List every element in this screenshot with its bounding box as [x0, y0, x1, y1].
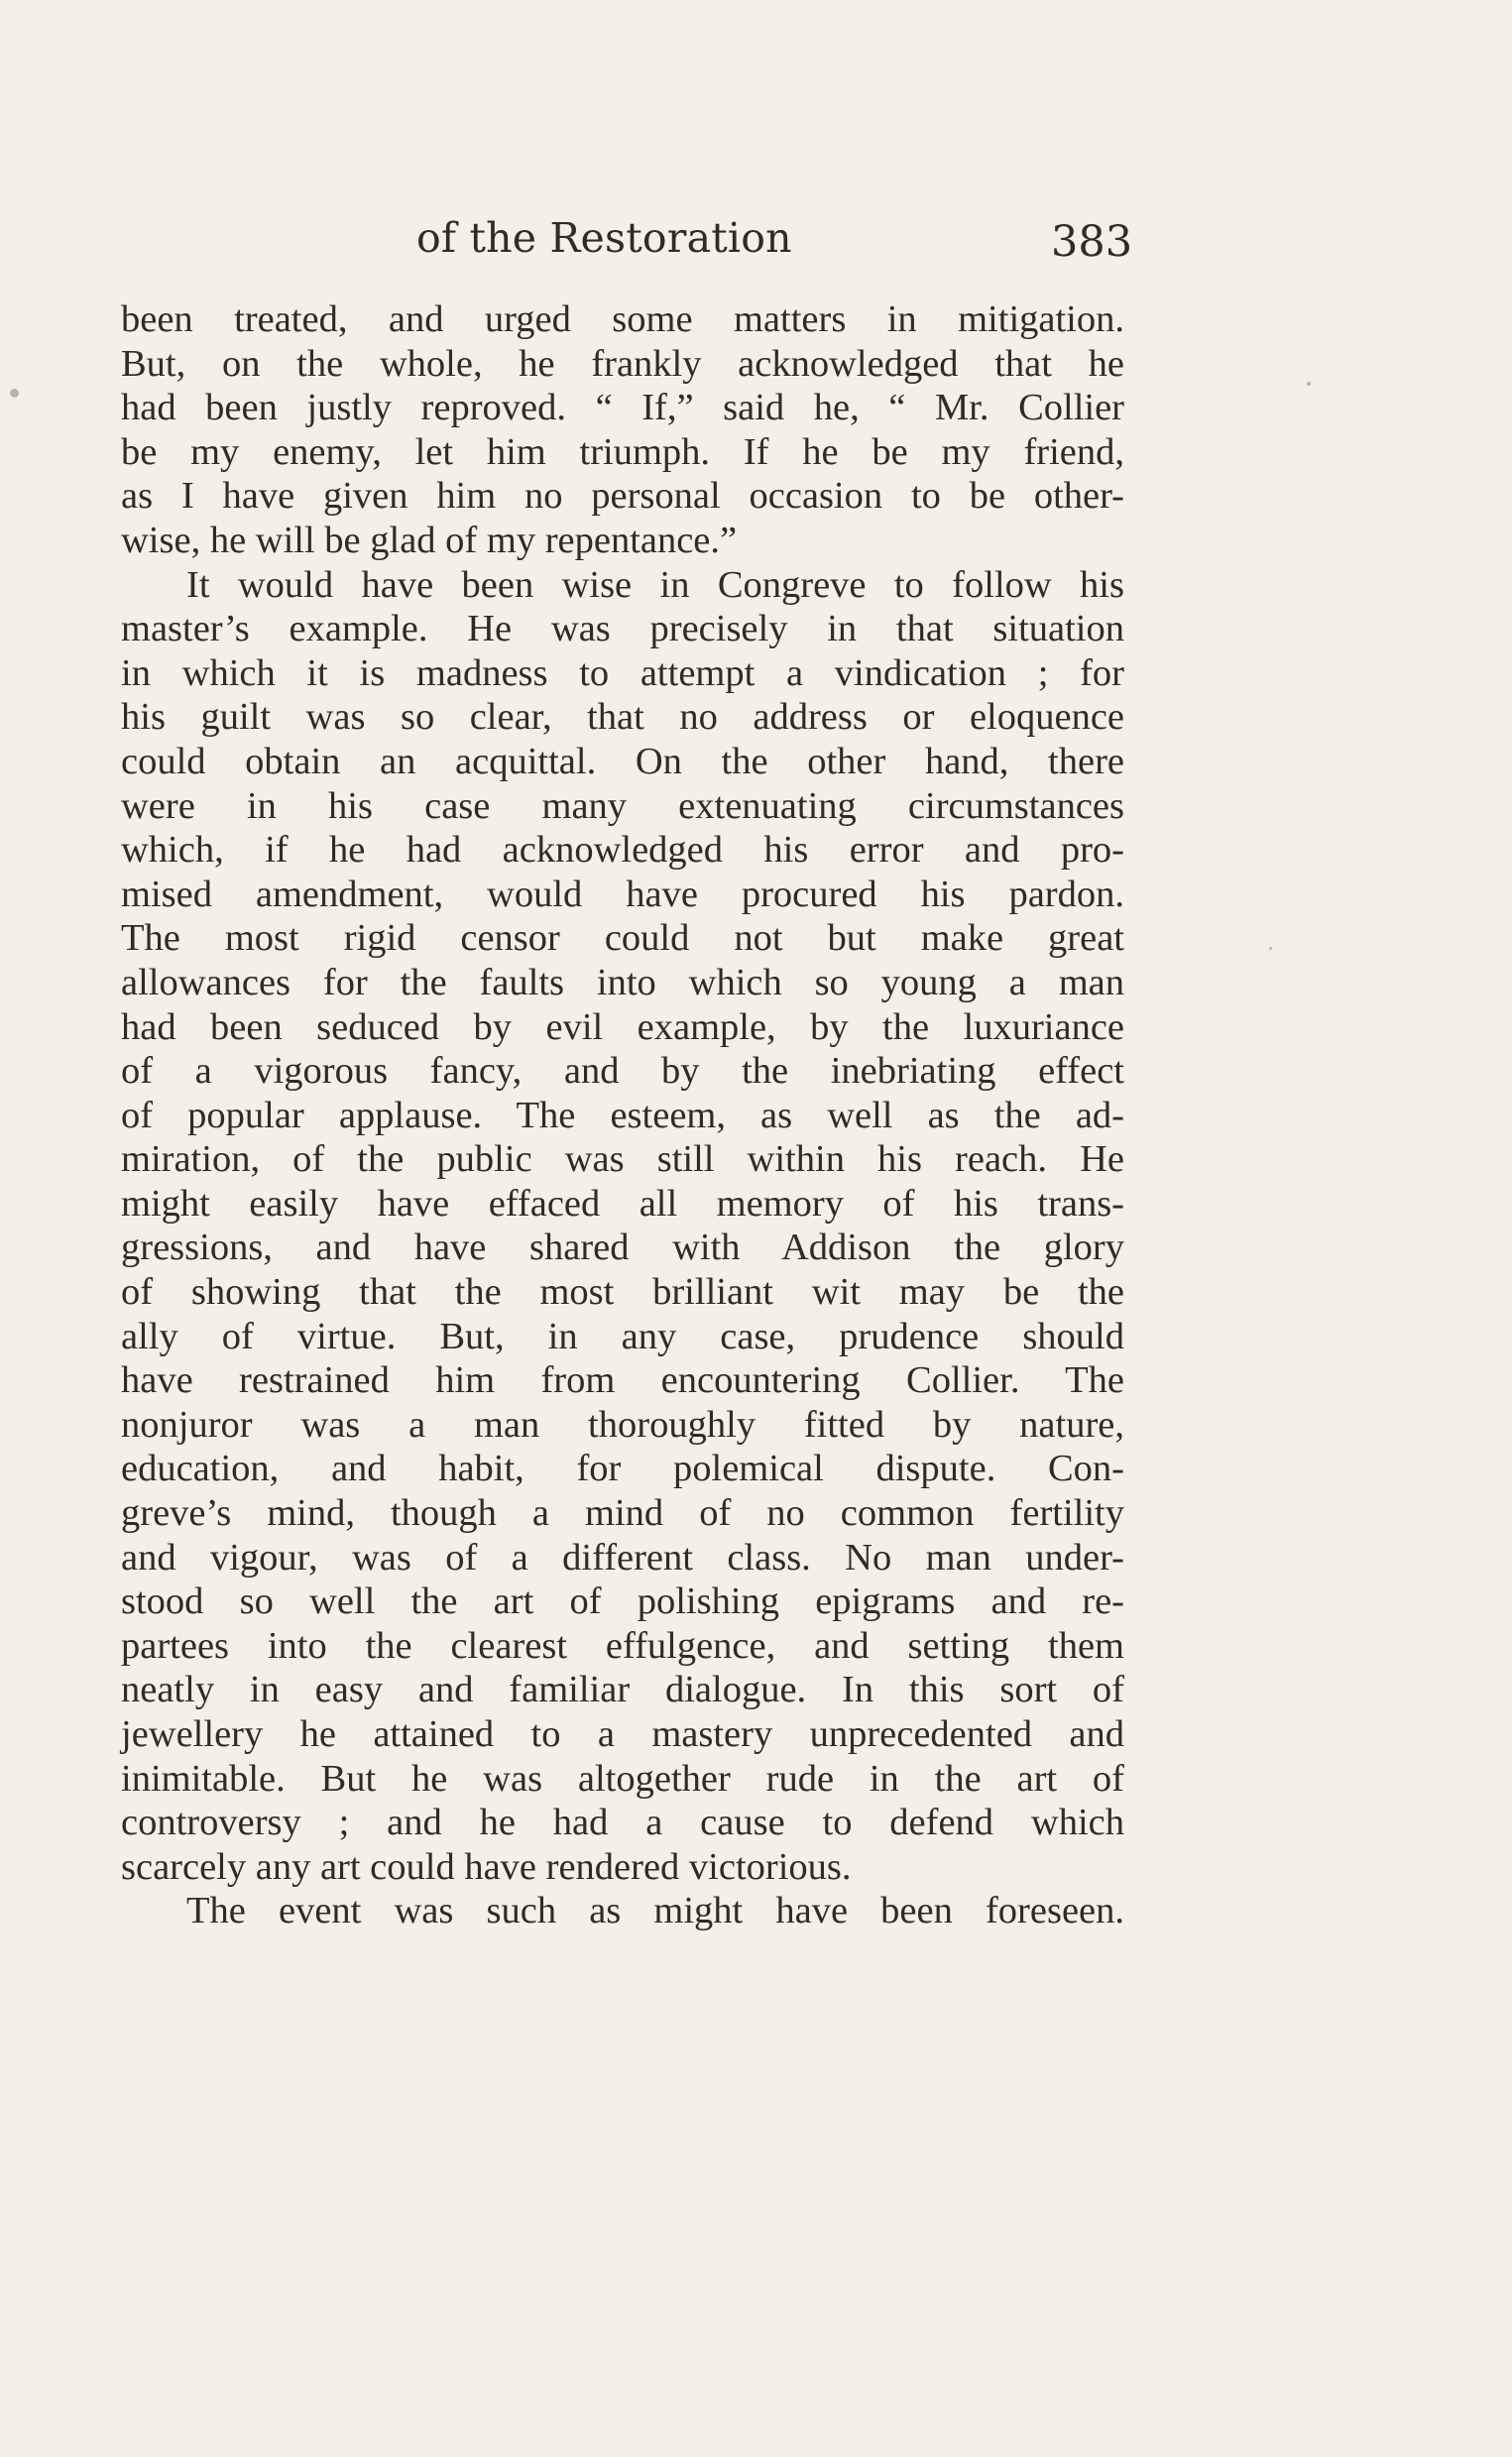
running-title: of the Restoration — [416, 214, 792, 262]
text-line: stood so well the art of polishing epigrams and re- — [121, 1580, 1124, 1623]
text-line: But, on the whole, he frankly acknowledged that he — [121, 342, 1124, 385]
text-line: master’s example. He was precisely in that situation — [121, 608, 1124, 650]
text-line: could obtain an acquittal. On the other hand, there — [121, 740, 1124, 782]
text-line: be my enemy, let him triumph. If he be my friend, — [121, 430, 1124, 473]
text-line: of popular applause. The esteem, as well as the ad- — [121, 1094, 1124, 1136]
text-line: The event was such as might have been foreseen. — [186, 1890, 1124, 1932]
text-line: inimitable. But he was altogether rude in the art of — [121, 1757, 1124, 1800]
body-text — [121, 297, 1124, 1933]
text-line: neatly in easy and familiar dialogue. In this sort of — [121, 1669, 1124, 1711]
text-line: in which it is madness to attempt a vindication ; for — [121, 651, 1124, 694]
text-line: jewellery he attained to a mastery unprecedented and — [121, 1713, 1124, 1755]
page-number: 383 — [1051, 217, 1133, 267]
text-line: have restrained him from encountering Collier. The — [121, 1359, 1124, 1402]
text-line: of a vigorous fancy, and by the inebriating effect — [121, 1050, 1124, 1093]
text-line: nonjuror was a man thoroughly fitted by nature, — [121, 1403, 1124, 1446]
text-line: It would have been wise in Congreve to follow his — [186, 563, 1124, 606]
text-line: mised amendment, would have procured his pardon. — [121, 873, 1124, 915]
text-line: miration, of the public was still within his reach. He — [121, 1138, 1124, 1181]
text-line: which, if he had acknowledged his error and pro- — [121, 829, 1124, 872]
text-line: and vigour, was of a different class. No man under- — [121, 1536, 1124, 1579]
text-line: as I have given him no personal occasion to be other- — [121, 475, 1124, 518]
text-line: greve’s mind, though a mind of no common fertility — [121, 1492, 1124, 1535]
paper-speck — [10, 389, 19, 398]
text-line: gressions, and have shared with Addison the glory — [121, 1227, 1124, 1269]
text-line: wise, he will be glad of my repentance.” — [121, 519, 738, 561]
text-line: had been justly reproved. “ If,” said he, “ Mr. Collier — [121, 387, 1124, 429]
text-line: ally of virtue. But, in any case, prudence should — [121, 1315, 1124, 1357]
text-line: been treated, and urged some matters in mitigation. — [121, 298, 1124, 340]
text-line: controversy ; and he had a cause to defend which — [121, 1802, 1124, 1844]
running-head — [0, 208, 1512, 268]
text-line: allowances for the faults into which so young a man — [121, 961, 1124, 1003]
paper-speck — [1307, 382, 1311, 386]
text-line: partees into the clearest effulgence, and setting them — [121, 1624, 1124, 1667]
text-line: scarcely any art could have rendered victorious. — [121, 1845, 852, 1888]
text-line: might easily have effaced all memory of his trans- — [121, 1182, 1124, 1225]
text-line: were in his case many extenuating circumstances — [121, 784, 1124, 827]
text-line: had been seduced by evil example, by the luxuriance — [121, 1005, 1124, 1048]
text-line: education, and habit, for polemical dispute. Con- — [121, 1448, 1124, 1490]
text-line: of showing that the most brilliant wit may be the — [121, 1271, 1124, 1314]
paper-speck — [1269, 947, 1272, 950]
text-line: his guilt was so clear, that no address or eloquence — [121, 696, 1124, 739]
text-line: The most rigid censor could not but make great — [121, 917, 1124, 960]
